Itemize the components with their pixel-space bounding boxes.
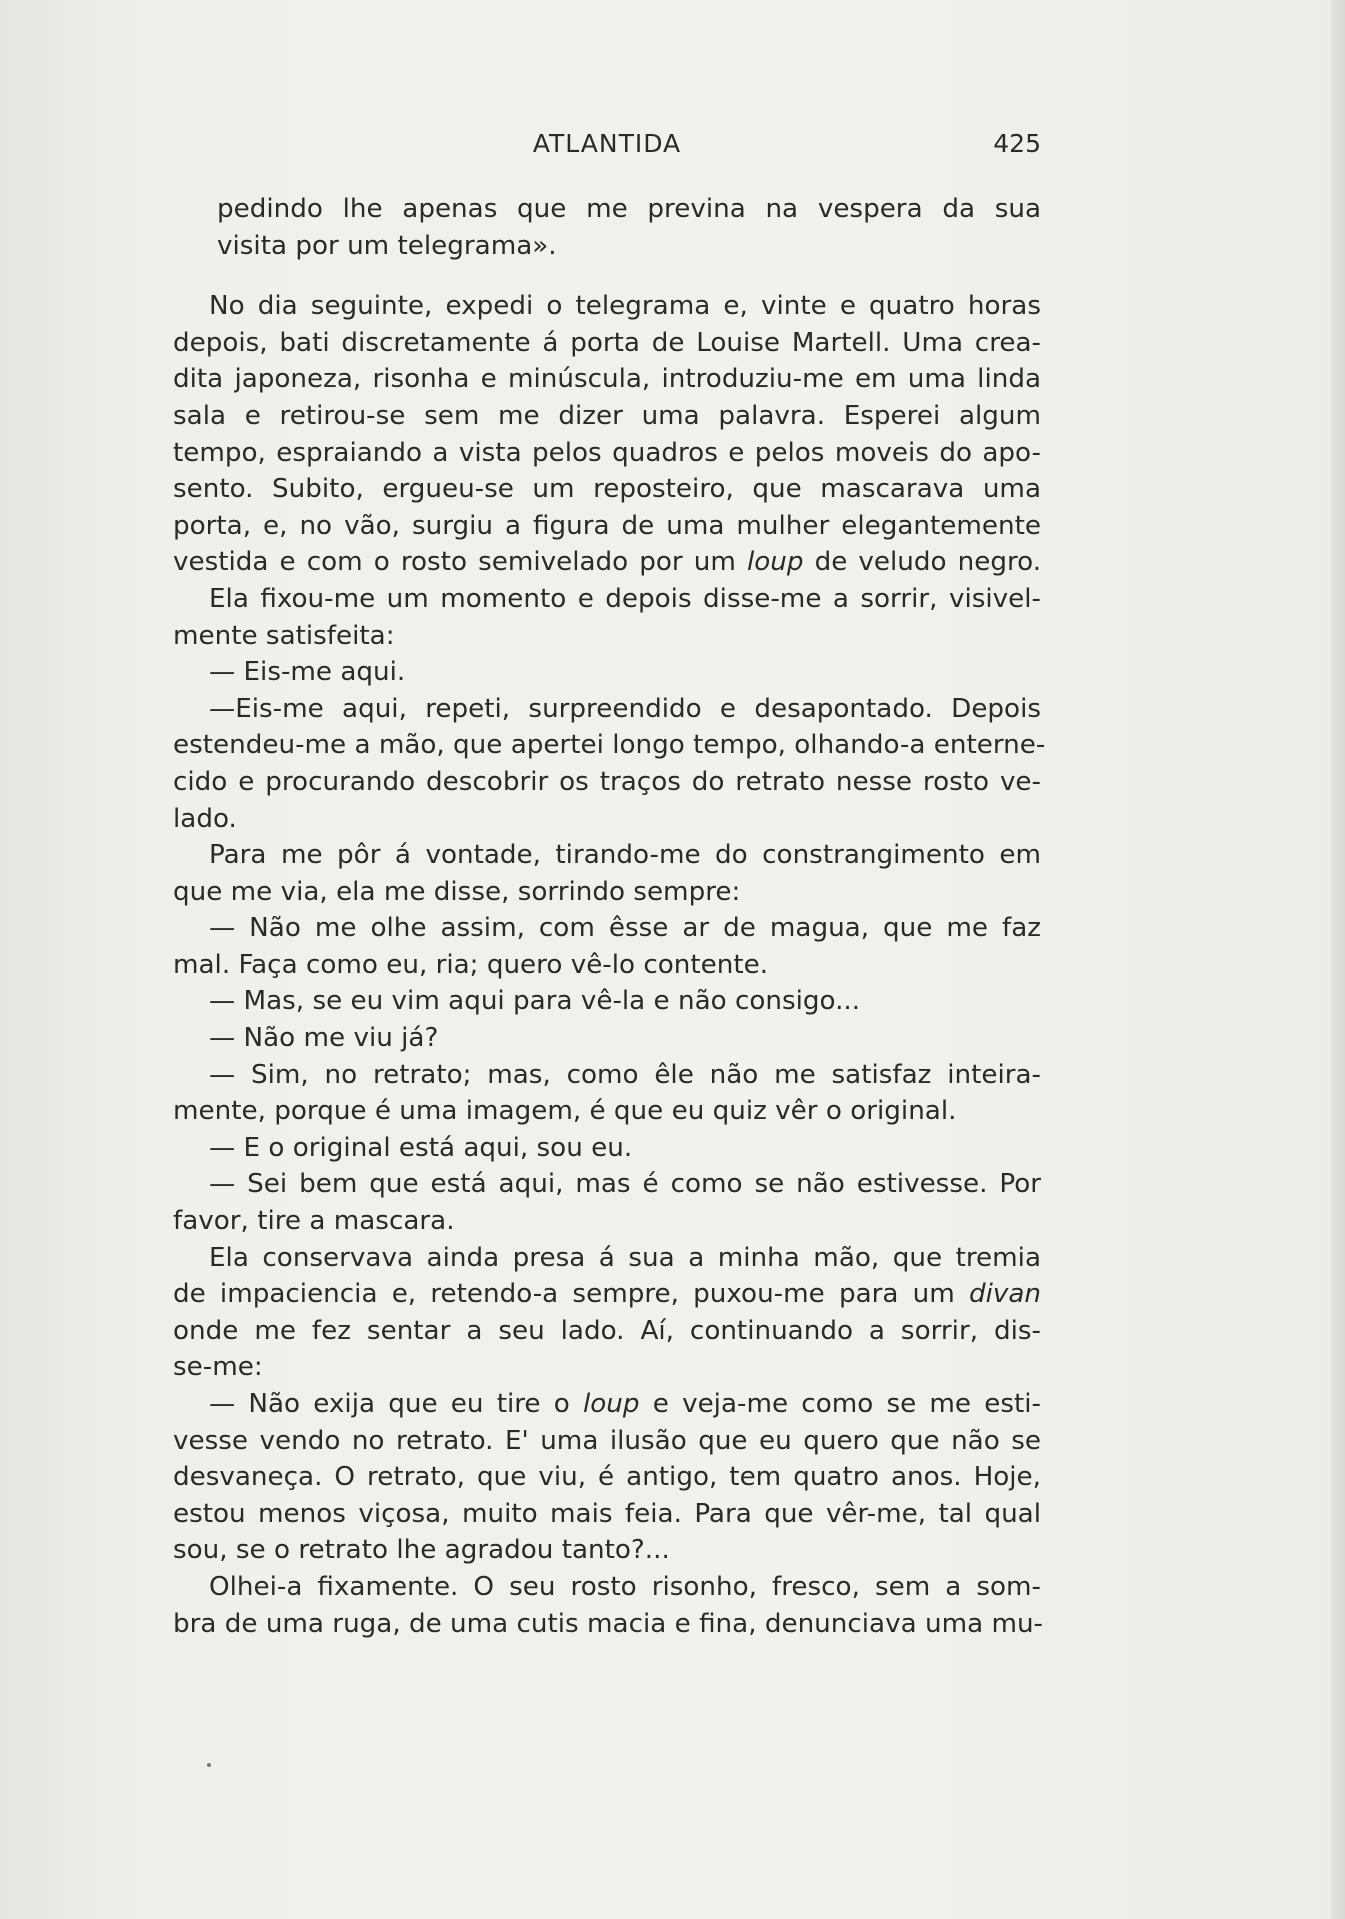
text-line: Ela conservava ainda presa á sua a minha mão, que tremia	[209, 1242, 1041, 1273]
text-line: — Não me olhe assim, com êsse ar de magua, que me faz	[209, 913, 1041, 944]
text-line	[173, 1276, 1041, 1313]
running-head	[173, 124, 1041, 164]
book-title: ATLANTIDA	[532, 129, 682, 158]
text-line: tempo, espraiando a vista pelos quadros e pelos moveis do apo-	[173, 437, 1041, 468]
text-line: No dia seguinte, expedi o telegrama e, vinte e quatro horas	[209, 291, 1041, 322]
text-fragment: vestida e com o rosto semivelado por um	[173, 547, 736, 578]
text-line: mente, porque é uma imagem, é que eu quiz vêr o original.	[173, 1096, 957, 1127]
page-edge-shadow	[1331, 0, 1345, 1919]
italic-word: loup	[583, 1389, 640, 1419]
text-line: sento. Subito, ergueu-se um reposteiro, que mascarava uma	[173, 474, 1041, 505]
text-line: dita japoneza, risonha e minúscula, introduziu-me em uma linda	[173, 364, 1041, 395]
text-line: — Sei bem que está aqui, mas é como se não estivesse. Por	[209, 1169, 1041, 1200]
text-line: cido e procurando descobrir os traços do retrato nesse rosto ve-	[173, 766, 1041, 797]
paragraph-gap	[173, 264, 1041, 288]
text-line: se-me:	[173, 1352, 263, 1383]
text-line: lado.	[173, 803, 237, 834]
text-line: vesse vendo no retrato. E' uma ilusão que eu quero que não se	[173, 1425, 1041, 1456]
text-line: favor, tire a mascara.	[173, 1206, 455, 1237]
text-line: — E o original está aqui, sou eu.	[209, 1132, 633, 1163]
text-line: depois, bati discretamente á porta de Louise Martell. Uma crea-	[173, 327, 1041, 358]
text-fragment: e veja-me como se me esti-	[652, 1389, 1042, 1419]
text-fragment: de veludo negro.	[814, 547, 1042, 578]
text-line: estendeu-me a mão, que apertei longo tempo, olhando-a enterne-	[173, 730, 1046, 761]
text-line: — Sim, no retrato; mas, como êle não me satisfaz inteira-	[209, 1059, 1041, 1090]
text-fragment: de impaciencia e, retendo-a sempre, puxou-me para um	[173, 1279, 955, 1310]
text-line: mal. Faça como eu, ria; quero vê-lo contente.	[173, 949, 769, 980]
text-line: Olhei-a fixamente. O seu rosto risonho, fresco, sem a som-	[209, 1571, 1041, 1602]
text-line: Para me pôr á vontade, tirando-me do constrangimento em	[209, 840, 1041, 871]
text-line: — Não me viu já?	[209, 1023, 439, 1054]
body-text	[173, 191, 1046, 1642]
ink-speck	[207, 1763, 211, 1767]
text-line: porta, e, no vão, surgiu a figura de uma mulher elegantemente	[173, 510, 1041, 541]
text-line: sala e retirou-se sem me dizer uma palavra. Esperei algum	[173, 400, 1041, 431]
text-line: estou menos viçosa, muito mais feia. Para que vêr-me, tal qual	[173, 1498, 1041, 1529]
text-line: bra de uma ruga, de uma cutis macia e fina, denunciava uma mu-	[173, 1608, 1044, 1639]
italic-word: divan	[968, 1279, 1041, 1310]
text-line: mente satisfeita:	[173, 620, 395, 651]
text-line: — Eis-me aqui.	[209, 657, 406, 688]
text-line: desvaneça. O retrato, que viu, é antigo, tem quatro anos. Hoje,	[173, 1462, 1041, 1493]
text-line: que me via, ela me disse, sorrindo sempre:	[173, 876, 741, 907]
text-line: visita por um telegrama».	[217, 230, 557, 261]
text-line: — Mas, se eu vim aqui para vê-la e não consigo...	[209, 986, 861, 1017]
text-line: Ela fixou-me um momento e depois disse-me a sorrir, visivel-	[209, 583, 1041, 614]
text-line	[173, 544, 1041, 581]
text-line	[173, 1386, 1041, 1423]
text-line: pedindo lhe apenas que me previna na vespera da sua	[217, 194, 1041, 224]
italic-word: loup	[746, 547, 804, 578]
text-line: —Eis-me aqui, repeti, surpreendido e desapontado. Depois	[209, 693, 1041, 724]
text-line: sou, se o retrato lhe agradou tanto?...	[173, 1535, 670, 1566]
page-number: 425	[993, 129, 1041, 158]
text-line: onde me fez sentar a seu lado. Aí, continuando a sorrir, dis-	[173, 1315, 1041, 1346]
text-fragment: — Não exija que eu tire o	[209, 1389, 570, 1419]
